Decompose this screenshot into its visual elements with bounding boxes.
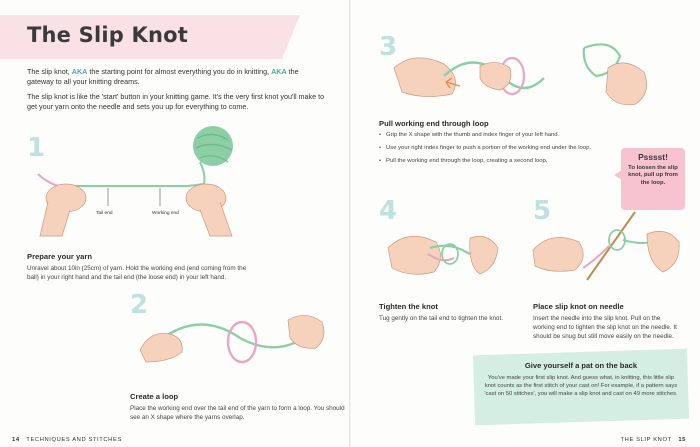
- intro-paragraph-1: [27, 67, 327, 87]
- page-title: The Slip Knot: [27, 23, 188, 47]
- pssst-body: To loosen the slip knot, pull up from the loop.: [628, 165, 678, 186]
- step-1-illustration: [28, 118, 248, 248]
- aka-highlight-2: AKA: [271, 67, 287, 76]
- tip-box: [474, 355, 688, 425]
- step-2-heading: Create a loop: [130, 392, 179, 401]
- step-1-heading: Prepare your yarn: [27, 252, 92, 261]
- step-2-body: Place the working end over the tail end of the yarn to form a loop. You should see an X shape where the yarns overlap.: [130, 405, 345, 421]
- tip-body: You've made your first slip knot. And guess what, in knitting, this little slip knot counts as the first stitch of your cast on! For example, if a pattern says 'cast on 50 stitches', you will make a slip knot and cast on 49 more stitches.: [484, 375, 678, 398]
- intro-text: [27, 67, 327, 117]
- step-4-heading: Tighten the knot: [379, 302, 438, 311]
- step-5-heading: Place slip knot on needle: [533, 302, 624, 311]
- step-4-number: 4: [379, 196, 398, 226]
- step-5-number: 5: [533, 196, 552, 226]
- intro-paragraph-2: The slip knot is like the 'start' button in your knitting game. It's the very first knot you'll make to get your yarn onto the needle and sets you up for everything to come.: [27, 92, 325, 111]
- step-4-illustration: [380, 218, 505, 293]
- footer-right: [621, 437, 686, 443]
- intro-p1-post: the gateway to all your knitting dreams.: [27, 67, 299, 86]
- step-2-number: 2: [130, 290, 149, 320]
- working-end-label: Working end: [152, 211, 179, 216]
- step-3-illustration: [384, 38, 674, 118]
- pssst-heading: Psssst!: [638, 152, 668, 162]
- intro-p1-pre: The slip knot,: [27, 67, 72, 76]
- step-3-bullet-list: [379, 131, 619, 170]
- step-5-illustration: [525, 210, 690, 295]
- step-2-illustration: [130, 300, 330, 380]
- pssst-callout: [621, 148, 685, 210]
- footer-section-right: THE SLIP KNOT: [620, 437, 672, 443]
- footer-left: [12, 437, 122, 443]
- step-3-number: 3: [379, 32, 398, 62]
- step-1-body: Unravel about 10in (25cm) of yarn. Hold the working end (end coming from the ball) in your right hand and the tail end (the loose end) in your left hand.: [27, 265, 247, 281]
- footer-section-left: TECHNIQUES AND STITCHES: [26, 437, 122, 443]
- aka-highlight-1: AKA: [71, 67, 88, 76]
- step-3-bullet: • Grip the X shape with the thumb and index finger of your left hand.: [379, 131, 619, 139]
- page-gutter: [349, 0, 351, 447]
- step-5-body: Insert the needle into the slip knot. Pull on the working end to tighten the slip knot on the needle. It should be snug but still move easily on the needle.: [533, 315, 677, 340]
- page-number-right: 15: [678, 437, 686, 443]
- intro-p1-mid: the starting point for almost everything you do in knitting,: [87, 67, 272, 76]
- step-1-number: 1: [27, 133, 46, 163]
- step-4-body: Tug gently on the tail end to tighten the knot.: [379, 315, 504, 322]
- step-3-bullet: • Use your right index finger to push a portion of the working end under the loop.: [379, 144, 619, 152]
- step-3-heading: Pull working end through loop: [379, 119, 489, 128]
- yarn-ball-icon: [193, 126, 233, 166]
- tip-heading: Give yourself a pat on the back: [524, 361, 638, 370]
- page-number-left: 14: [12, 437, 20, 443]
- step-3-bullet: • Pull the working end through the loop, creating a second loop.: [379, 157, 619, 165]
- tail-end-label: Tail end: [96, 211, 113, 216]
